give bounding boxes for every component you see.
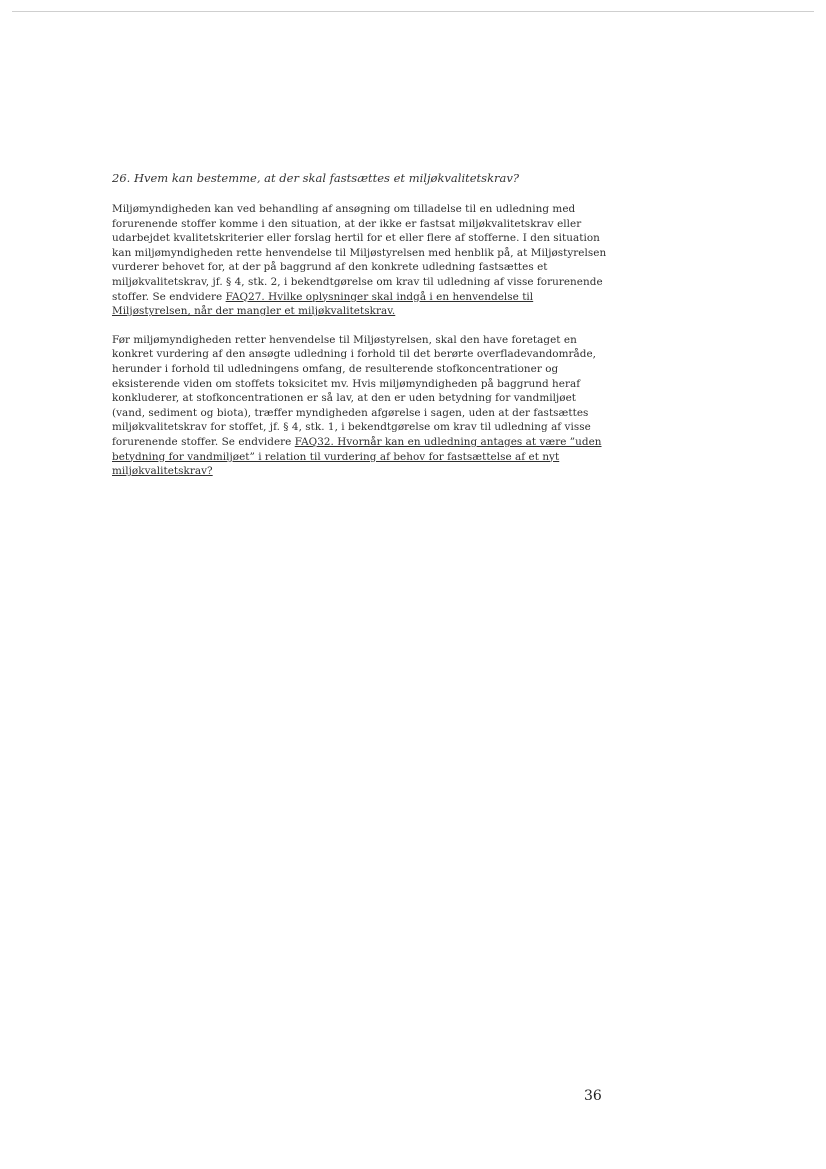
paragraph-1-text: Miljømyndigheden kan ved behandling af ansøgning om tilladelse til en udledning med forurenende stoffer komme i den situation, at der ikke er fastsat miljøkvalitetskrav eller udarbejdet kvalitetskriterier eller forslag hertil for et eller flere af stofferne. I den situation kan miljømyndigheden rette henvendelse til Miljøstyrelsen med henblik på, at Miljøstyrelsen vurderer behovet for, at der på baggrund af den konkrete udledning fastsættes et miljøkvalitetskrav, jf. § 4, stk. 2, i bekendtgørelse om krav til udledning af visse forurenende stoffer. Se endvidere: [112, 203, 607, 303]
paragraph-2: [112, 333, 612, 479]
faq27-link[interactable]: FAQ27. Hvilke oplysninger skal indgå i en henvendelse til Miljøstyrelsen, når der mangler et miljøkvalitetskrav.: [112, 290, 534, 318]
page-number: 36: [584, 1088, 602, 1104]
question-heading: 26. Hvem kan bestemme, at der skal fastsættes et miljøkvalitetskrav?: [112, 171, 520, 185]
document-body: [112, 170, 612, 493]
faq32-link[interactable]: FAQ32. Hvornår kan en udledning antages at være ”uden betydning for vandmiljøet” i relation til vurdering af behov for fastsættelse af et nyt miljøkvalitetskrav?: [112, 435, 602, 478]
paragraph-1: [112, 202, 612, 319]
paragraph-2-text: Før miljømyndigheden retter henvendelse til Miljøstyrelsen, skal den have foretaget en konkret vurdering af den ansøgte udledning i forhold til det berørte overfladevandområde, herunder i forhold til udledningens omfang, de resulterende stofkoncentrationer og eksisterende viden om stoffets toksicitet mv. Hvis miljømyndigheden på baggrund heraf konkluderer, at stofkoncentrationen er så lav, at den er uden betydning for vandmiljøet (vand, sediment og biota), træffer myndigheden afgørelse i sagen, uden at der fastsættes miljøkvalitetskrav for stoffet, jf. § 4, stk. 1, i bekendtgørelse om krav til udledning af visse forurenende stoffer. Se endvidere: [112, 333, 597, 448]
top-rule: [12, 11, 814, 12]
